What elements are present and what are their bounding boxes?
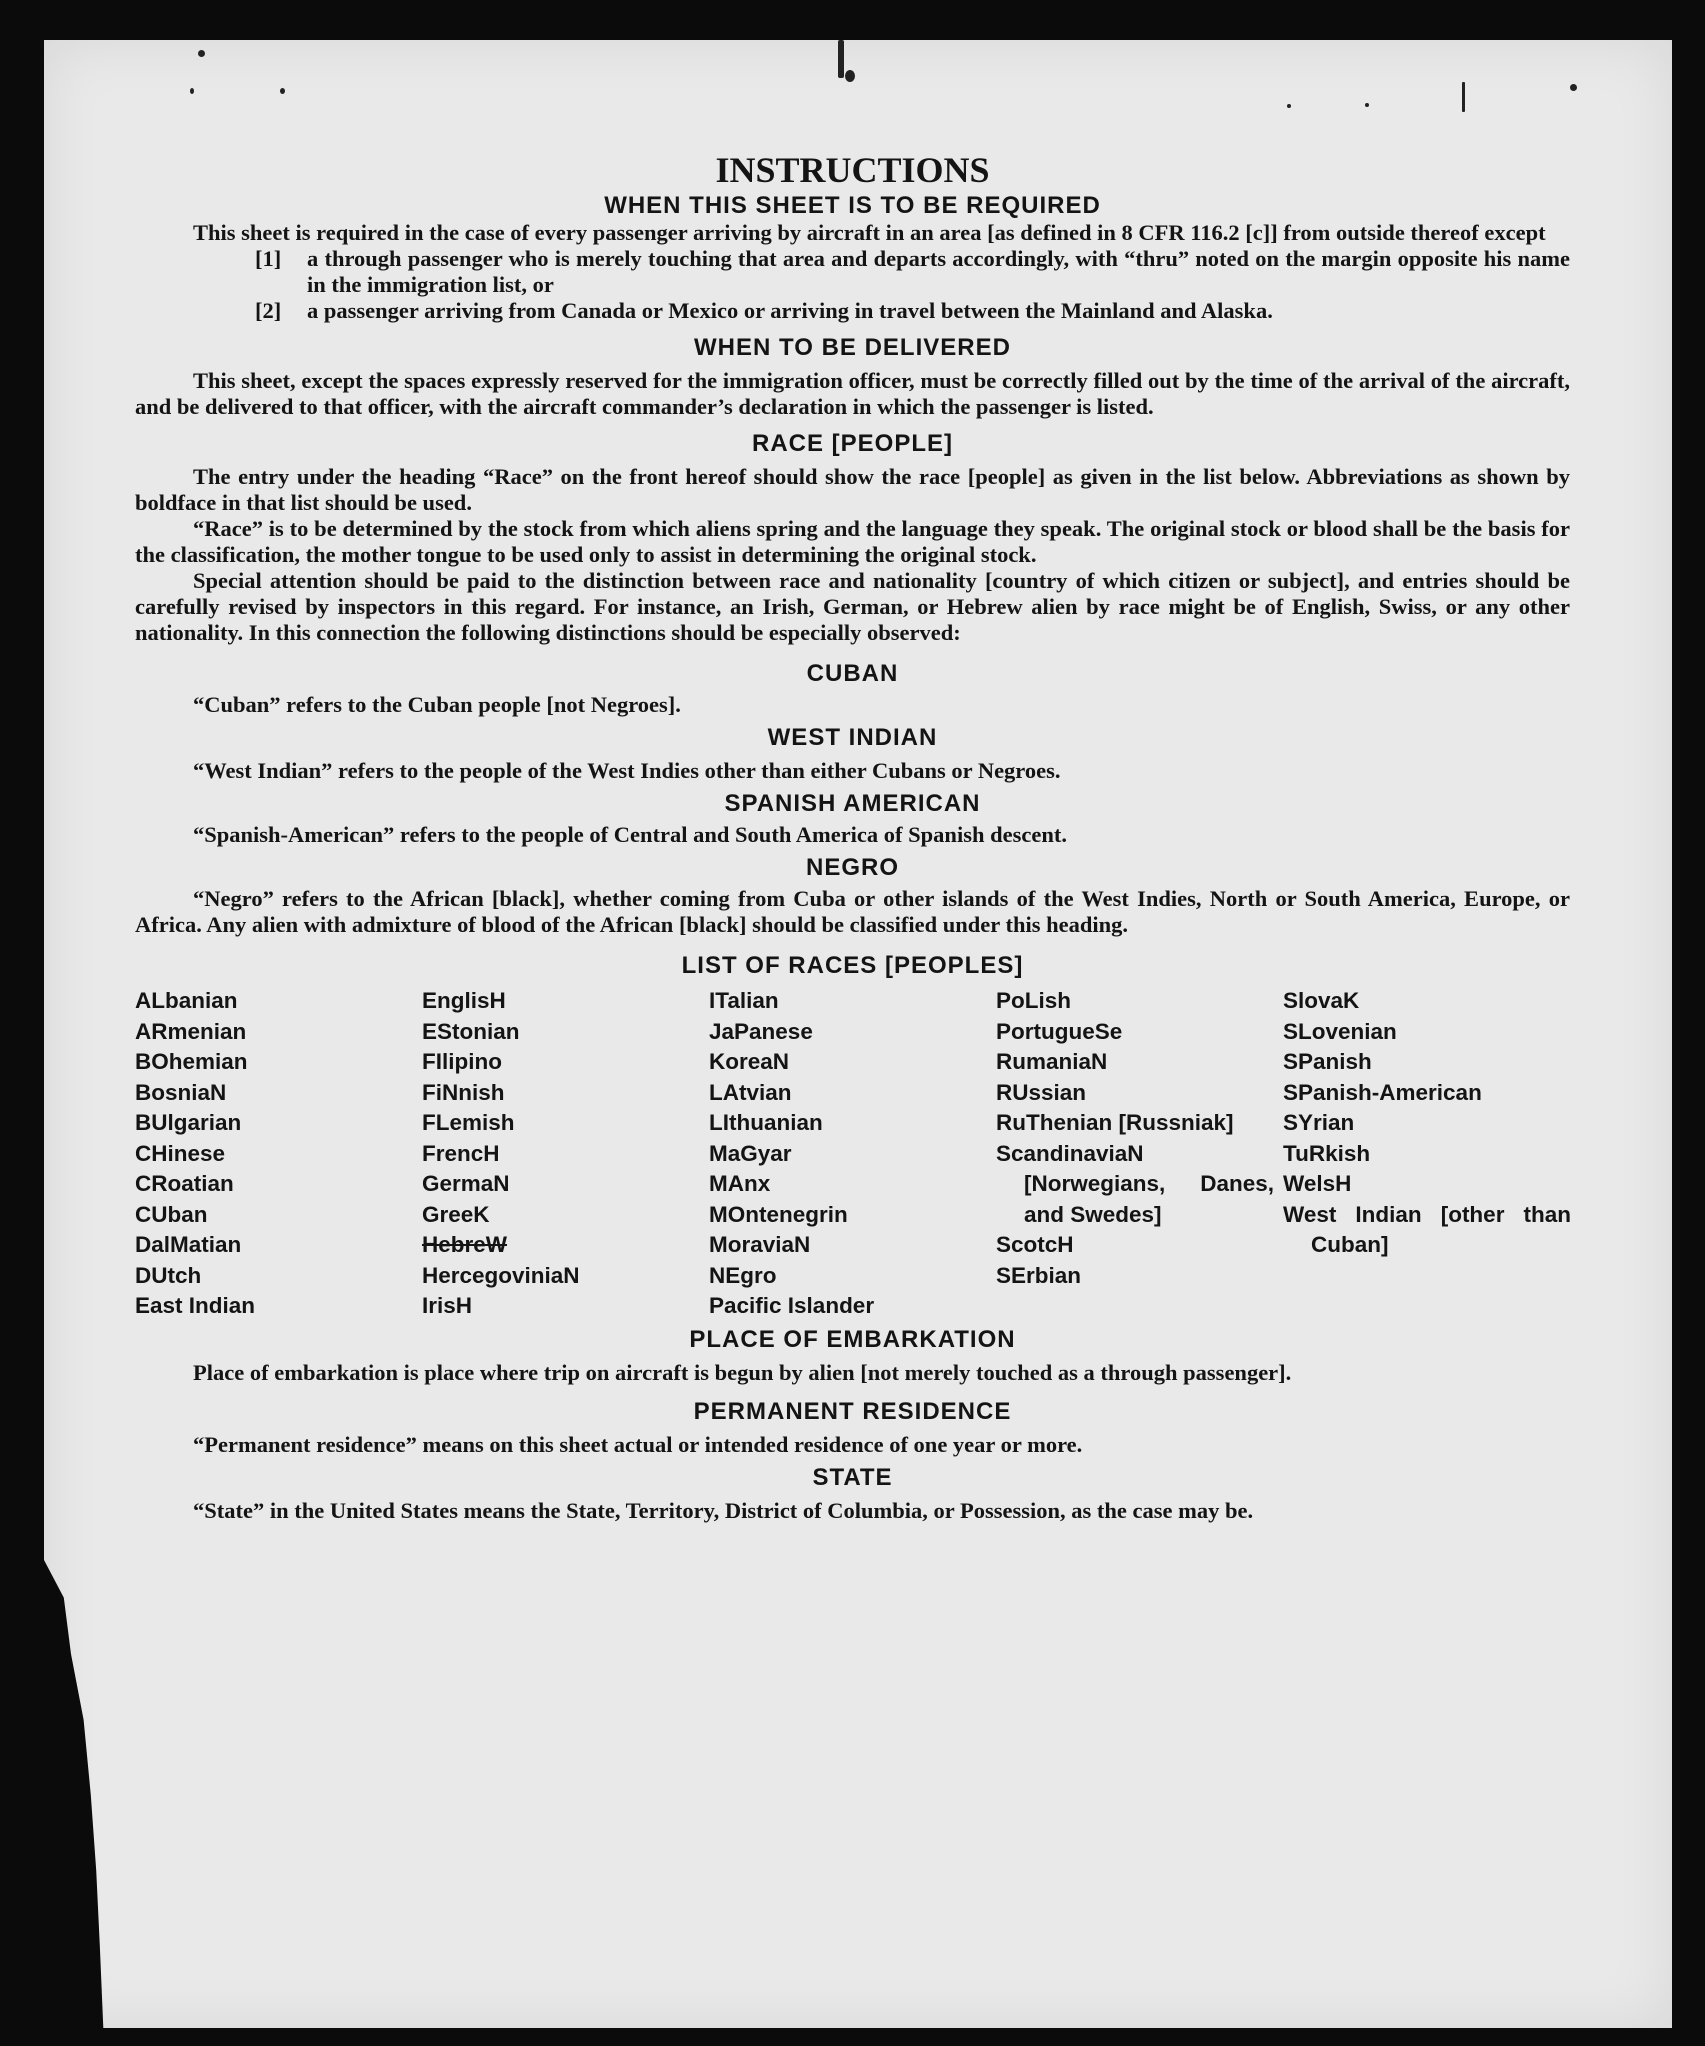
- races-list: [135, 986, 1570, 1322]
- race-entry: IrisH: [422, 1293, 473, 1318]
- race-paragraph: Special attention should be paid to the distinction between race and nationality [country of which citizen or subject], and entries should be carefully revised by inspectors in this regard. For instance, an Irish, German, or Hebrew alien by race might be of English, Swiss, or any other nationality. In this connection the following distinctions should be especially observed:: [135, 568, 1570, 645]
- race-entry: BUlgarian: [135, 1110, 242, 1135]
- races-column: [422, 986, 709, 1322]
- race-entry: RumaniaN: [996, 1049, 1108, 1074]
- races-column: [709, 986, 996, 1322]
- race-entry: FiNnish: [422, 1079, 505, 1105]
- race-entry: CHinese: [135, 1140, 226, 1166]
- race-entry: LAtvian: [709, 1079, 792, 1105]
- race-paragraph: “Race” is to be determined by the stock from which aliens spring and the language they speak. The original stock or blood shall be the basis for the classification, the mother tongue to be used only to assist in determining the original stock.: [135, 516, 1570, 567]
- heading-list-of-races: LIST OF RACES [PEOPLES]: [681, 952, 1024, 979]
- races-column: [1283, 986, 1570, 1322]
- races-column: [135, 986, 422, 1322]
- race-entry: WelsH: [1283, 1171, 1352, 1196]
- page-title: INSTRUCTIONS: [715, 150, 990, 190]
- race-entry: Pacific Islander: [709, 1293, 875, 1318]
- when-delivered-text: This sheet, except the spaces expressly reserved for the immigration officer, must be correctly filled out by the time of the arrival of the aircraft, and be delivered to that officer, with the aircraft commander’s declaration in which the passenger is listed.: [135, 368, 1570, 419]
- race-entry: CRoatian: [135, 1171, 234, 1196]
- heading-cuban: CUBAN: [806, 660, 899, 687]
- race-entry: DalMatian: [135, 1232, 242, 1257]
- race-entry: PoLish: [996, 988, 1072, 1013]
- race-entry: PortugueSe: [996, 1018, 1123, 1044]
- race-entry: CUban: [135, 1201, 208, 1227]
- heading-negro: NEGRO: [805, 854, 899, 881]
- race-entry: SYrian: [1283, 1110, 1355, 1135]
- heading-spanish-american: SPANISH AMERICAN: [724, 790, 981, 817]
- race-entry: RuThenian [Russniak]: [996, 1110, 1234, 1135]
- race-entry: SErbian: [996, 1262, 1082, 1288]
- heading-race: RACE [PEOPLE]: [751, 430, 953, 457]
- race-entry: FrencH: [422, 1140, 500, 1166]
- race-entry: MaGyar: [709, 1140, 792, 1166]
- heading-when-required: WHEN THIS SHEET IS TO BE REQUIRED: [604, 192, 1101, 219]
- scan-speck: [190, 88, 194, 94]
- race-entry: DUtch: [135, 1262, 202, 1288]
- race-entry: ALbanian: [135, 988, 238, 1013]
- race-entry: FLemish: [422, 1110, 515, 1135]
- exception-item: [2] a passenger arriving from Canada or Mexico or arriving in travel between the Mainland and Alaska.: [255, 298, 1273, 323]
- race-entry: MAnx: [709, 1171, 771, 1196]
- scan-speck: [838, 40, 844, 78]
- race-entry: TuRkish: [1283, 1140, 1371, 1166]
- races-column: [996, 986, 1283, 1322]
- race-entry: RUssian: [996, 1079, 1087, 1105]
- cuban-text: “Cuban” refers to the Cuban people [not Negroes].: [193, 692, 681, 717]
- race-entry: ScotcH: [996, 1232, 1074, 1257]
- race-entry: NEgro: [709, 1262, 777, 1288]
- race-entry: MoraviaN: [709, 1232, 811, 1257]
- heading-embarkation: PLACE OF EMBARKATION: [689, 1325, 1016, 1353]
- scan-speck: [1287, 104, 1291, 108]
- negro-text: “Negro” refers to the African [black], whether coming from Cuba or other islands of the West Indies, North or South America, Europe, or Africa. Any alien with admixture of blood of the African [black] should be classified under this heading.: [135, 886, 1570, 937]
- race-entry: KoreaN: [709, 1049, 790, 1074]
- heading-when-delivered: WHEN TO BE DELIVERED: [694, 334, 1011, 361]
- race-entry: SLovenian: [1283, 1018, 1397, 1044]
- scan-speck: [280, 88, 285, 94]
- race-entry: BosniaN: [135, 1079, 227, 1105]
- race-entry: LIthuanian: [709, 1110, 823, 1135]
- when-required-intro: This sheet is required in the case of every passenger arriving by aircraft in an area [as defined in 8 CFR 116.2 [c]] from outside thereof except: [193, 220, 1546, 245]
- race-entry: MOntenegrin: [709, 1201, 848, 1227]
- scan-speck: [845, 70, 855, 82]
- race-paragraph: The entry under the heading “Race” on the front hereof should show the race [people] as given in the list below. Abbreviations as shown by boldface in that list should be used.: [135, 464, 1570, 515]
- permanent-residence-text: “Permanent residence” means on this sheet actual or intended residence of one year or more.: [193, 1431, 1083, 1457]
- race-entry: JaPanese: [709, 1018, 813, 1044]
- scan-speck: [1365, 103, 1369, 107]
- race-entry: West Indian [other than Cuban]: [1283, 1201, 1571, 1257]
- scan-speck: [198, 50, 205, 57]
- race-entry: BOhemian: [135, 1049, 248, 1074]
- heading-state: STATE: [812, 1463, 893, 1491]
- exception-list: [255, 246, 1570, 324]
- heading-permanent-residence: PERMANENT RESIDENCE: [693, 1397, 1012, 1425]
- race-entry: FIlipino: [422, 1049, 502, 1074]
- race-entry: HercegoviniaN: [422, 1262, 580, 1288]
- heading-west-indian: WEST INDIAN: [767, 724, 938, 751]
- exception-item: [1] a through passenger who is merely touching that area and departs accordingly, with “thru” noted on the margin opposite his name in the immigration list, or: [255, 246, 1570, 297]
- race-entry: GreeK: [422, 1201, 490, 1227]
- instructions-body: [135, 150, 1570, 1524]
- race-entry: East Indian: [135, 1293, 256, 1318]
- spanish-american-text: “Spanish-American” refers to the people of Central and South America of Spanish descent.: [193, 822, 1067, 847]
- race-entry: ScandinaviaN [Norwegians, Danes, and Swedes]: [996, 1140, 1274, 1227]
- race-entry: SlovaK: [1283, 988, 1360, 1013]
- race-entry: GermaN: [422, 1171, 510, 1196]
- race-entry: EStonian: [422, 1018, 520, 1044]
- race-entry: SPanish: [1283, 1049, 1372, 1074]
- race-entry: ARmenian: [135, 1018, 247, 1044]
- race-entry: ITalian: [709, 988, 779, 1013]
- scan-speck: [1462, 82, 1465, 112]
- state-text: “State” in the United States means the State, Territory, District of Columbia, or Possession, as the case may be.: [193, 1497, 1254, 1523]
- embarkation-text: Place of embarkation is place where trip on aircraft is begun by alien [not merely touched as a through passenger].: [193, 1359, 1292, 1385]
- race-entry: SPanish-American: [1283, 1079, 1482, 1105]
- west-indian-text: “West Indian” refers to the people of the West Indies other than either Cubans or Negroes.: [193, 758, 1061, 783]
- race-entry-struck: HebreW: [422, 1232, 508, 1257]
- race-entry: EnglisH: [422, 988, 506, 1013]
- scan-speck: [1570, 84, 1577, 91]
